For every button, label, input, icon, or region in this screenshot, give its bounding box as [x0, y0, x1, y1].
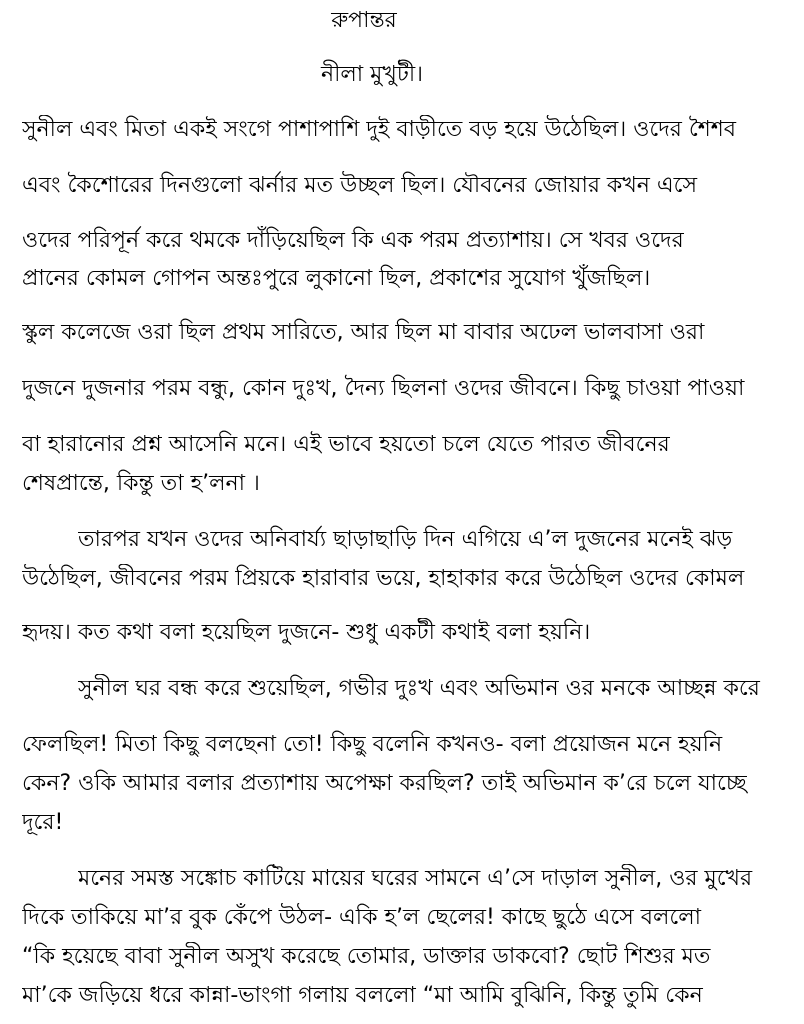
text-line: উঠেছিল, জীবনের পরম প্রিয়কে হারাবার ভয়ে, হাহাকার করে উঠেছিল ওদের কোমল — [22, 566, 745, 591]
text-line: প্রানের কোমল গোপন অন্তঃপুরে লুকানো ছিল, প্রকাশের সুযোগ খুঁজছিল। — [22, 266, 651, 291]
text-line: এবং কৈশোরের দিনগুলো ঝর্নার মত উচ্ছল ছিল। যৌবনের জোয়ার কখন এসে — [22, 173, 698, 198]
text-line: দিকে তাকিয়ে মা’র বুক কেঁপে উঠল- একি হ’ল ছেলের! কাছে ছুঠে এসে বললো — [22, 905, 702, 930]
text-line: মা’কে জড়িয়ে ধরে কান্না-ভাংগা গলায় বললো “মা আমি বুঝিনি, কিন্তু তুমি কেন — [22, 983, 703, 1008]
text-line: সুনীল এবং মিতা একই সংগে পাশাপাশি দুই বাড়ীতে বড় হয়ে উঠেছিল। ওদের শৈশব — [22, 117, 737, 142]
text-line: হৃদয়। কত কথা বলা হয়েছিল দুজনে- শুধু একটী কথাই বলা হয়নি। — [22, 620, 591, 645]
text-line: কেন? ওকি আমার বলার প্রত্যাশায় অপেক্ষা করছিল? তাই অভিমান ক’রে চলে যাচ্ছে — [22, 771, 747, 796]
page-title: রুপান্তর — [331, 8, 397, 33]
text-line: সুনীল ঘর বন্ধ করে শুয়েছিল, গভীর দুঃখ এবং অভিমান ওর মনকে আচ্ছন্ন করে — [78, 676, 760, 701]
text-line: মনের সমস্ত সঙ্কোচ কাটিয়ে মায়ের ঘরের সামনে এ’সে দাড়াল সুনীল, ওর মুখের — [78, 866, 753, 891]
text-line: দূরে! — [22, 810, 64, 835]
text-line: তারপর যখন ওদের অনিবার্য্য ছাড়াছাড়ি দিন এগিয়ে এ’ল দুজনের মনেই ঝড় — [78, 527, 733, 552]
text-line: ওদের পরিপূর্ন করে থমকে দাঁড়িয়েছিল কি এক পরম প্রত্যাশায়। সে খবর ওদের — [22, 228, 684, 253]
text-line: “কি হয়েছে বাবা সুনীল অসুখ করেছে তোমার, ডাক্তার ডাকবো? ছোট শিশুর মত — [22, 944, 711, 969]
text-line: শেষপ্রান্তে, কিন্তু তা হ’লনা । — [22, 471, 260, 496]
author-name: নীলা মুখুটী। — [320, 62, 423, 87]
text-line: দুজনে দুজনার পরম বন্ধু, কোন দুঃখ, দৈন্য ছিলনা ওদের জীবনে। কিছু চাওয়া পাওয়া — [22, 376, 745, 401]
text-line: বা হারানোর প্রশ্ন আসেনি মনে। এই ভাবে হয়তো চলে যেতে পারত জীবনের — [22, 432, 670, 457]
text-line: ফেলছিল! মিতা কিছু বলছেনা তো! কিছু বলেনি কখনও- বলা প্রয়োজন মনে হয়নি — [22, 732, 723, 757]
text-line: স্কুল কলেজে ওরা ছিল প্রথম সারিতে, আর ছিল মা বাবার অঢেল ভালবাসা ওরা — [22, 320, 705, 345]
